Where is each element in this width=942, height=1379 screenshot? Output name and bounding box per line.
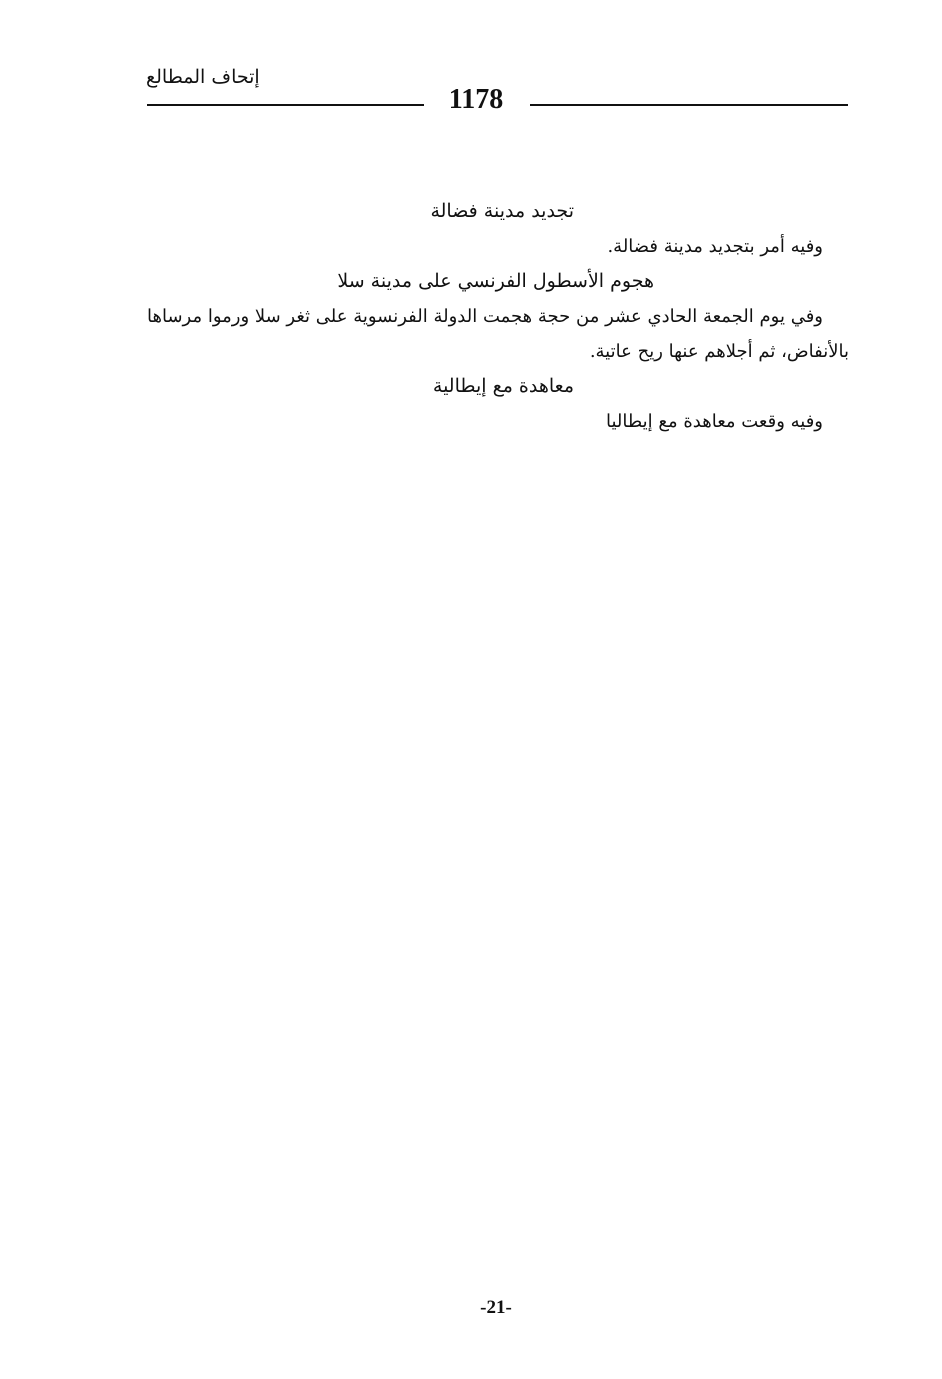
header-rule-right [530,104,848,106]
page-number: -21- [480,1297,512,1318]
header-year: 1178 [448,84,504,115]
header-rule-left [147,104,424,106]
section-paragraph-fadala: وفيه أمر بتجديد مدينة فضالة. [607,236,823,257]
page-body [147,194,849,439]
section-heading-fadala: تجديد مدينة فضالة [430,200,574,222]
section-paragraph-italy-treaty: وفيه وقعت معاهدة مع إيطاليا [606,411,823,432]
section-heading-italy-treaty: معاهدة مع إيطالية [432,375,574,397]
running-book-title: إتحاف المطالع [146,66,260,88]
section-heading-french-fleet: هجوم الأسطول الفرنسي على مدينة سلا [337,270,654,292]
section-paragraph-french-fleet: وفي يوم الجمعة الحادي عشر من حجة هجمت الدولة الفرنسوية على ثغر سلا ورموا مرساها بالأنفاض، ثم أجلاهم عنها ريح عاتية. [147,306,849,362]
